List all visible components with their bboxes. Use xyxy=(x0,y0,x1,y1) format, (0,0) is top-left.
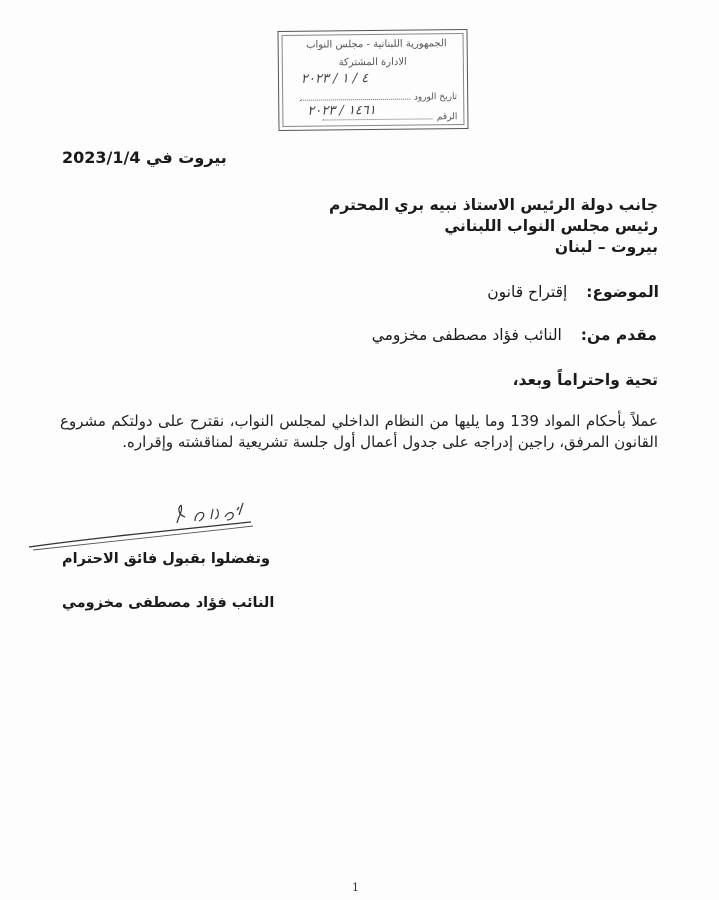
stamp-title: الجمهورية اللبنانية - مجلس النواب xyxy=(305,38,447,51)
presented-by-line xyxy=(372,326,657,344)
letter-date: بيروت في 2023/1/4 xyxy=(62,148,227,167)
recipient-block xyxy=(329,195,658,258)
stamp-handwritten-number: ١٤٦١ / ٢٠٢٣ xyxy=(307,102,376,119)
presented-by-value: النائب فؤاد مصطفى مخزومي xyxy=(371,326,562,344)
recipient-line-1: جانب دولة الرئيس الاستاذ نبيه بري المحترم xyxy=(328,196,658,214)
recipient-line-2: رئيس مجلس النواب اللبناني xyxy=(444,217,658,235)
body-paragraph: عملاً بأحكام المواد 139 وما يليها من النظام الداخلي لمجلس النواب، نقترح على دولتكم مشروع القانون المرفق، راجين إدراجه على جدول أعمال أول جلسة تشريعية لمناقشته وإقراره. xyxy=(60,412,658,451)
closing-line: وتفضلوا بقبول فائق الاحترام xyxy=(62,551,270,567)
presented-by-label: مقدم من: xyxy=(580,326,657,344)
reception-stamp xyxy=(277,29,468,131)
stamp-number-label: الرقم xyxy=(436,112,458,123)
stamp-date-label: تاريخ الورود xyxy=(413,92,458,103)
page-number: 1 xyxy=(352,881,359,894)
subject-value: إقتراح قانون xyxy=(487,283,568,301)
stamp-dotted-line xyxy=(323,110,433,120)
greeting: تحية واحتراماً وبعد، xyxy=(512,371,658,389)
signer-name: النائب فؤاد مصطفى مخزومي xyxy=(62,595,275,611)
stamp-subtitle: الادارة المشتركة xyxy=(338,56,407,69)
subject-label: الموضوع: xyxy=(586,283,659,301)
stamp-date-row xyxy=(300,90,457,104)
subject-line xyxy=(487,283,659,301)
handwritten-signature xyxy=(25,495,255,555)
recipient-line-3: بيروت – لبنان xyxy=(554,238,658,256)
stamp-number-row xyxy=(323,110,458,123)
stamp-dotted-line xyxy=(300,91,410,101)
stamp-handwritten-date: ٤ / ١ / ٢٠٢٣ xyxy=(300,71,369,87)
